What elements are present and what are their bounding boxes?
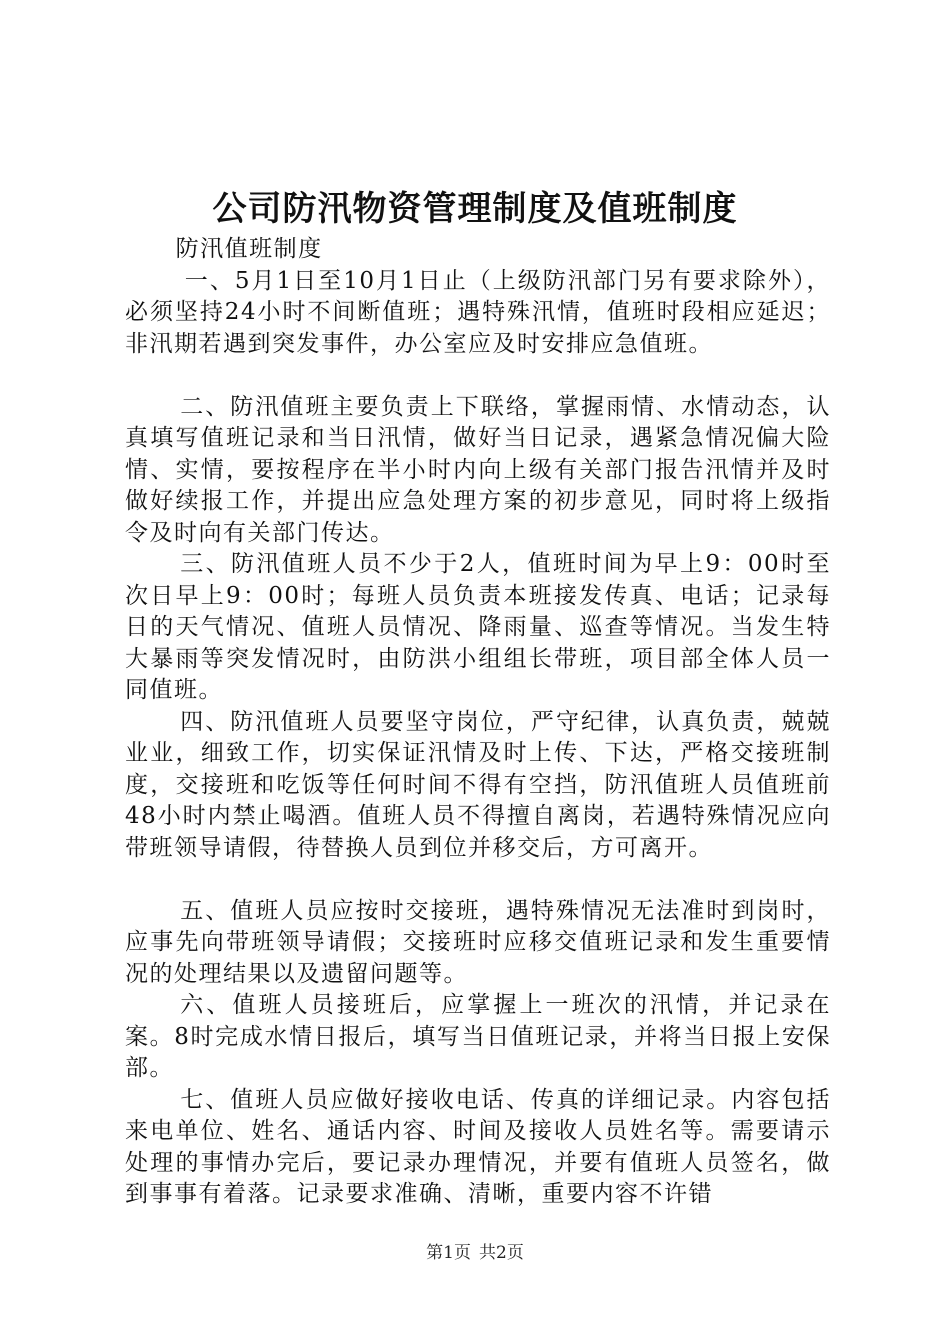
page-number: 第1页 — [426, 1243, 471, 1263]
paragraph-7: 七、值班人员应做好接收电话、传真的详细记录。内容包括来电单位、姓名、通话内容、时间及接收人员姓名等。需要请示处理的事情办完后，要记录办理情况，并要有值班人员签名，做到事事有着落。记录要求准确、清晰，重要内容不许错 — [125, 1086, 831, 1207]
page-total: 共2页 — [479, 1243, 524, 1263]
paragraph-gap — [125, 864, 831, 896]
paragraph-6: 六、值班人员接班后，应掌握上一班次的汛情，并记录在案。8时完成水情日报后，填写当日值班记录，并将当日报上安保部。 — [125, 992, 831, 1081]
paragraph-3: 三、防汛值班人员不少于2人，值班时间为早上9：00时至次日早上9：00时；每班人员负责本班接发传真、电话；记录每日的天气情况、值班人员情况、降雨量、巡查等情况。当发生特大暴雨等突发情况时，由防洪小组组长带班，项目部全体人员一同值班。 — [125, 551, 831, 703]
paragraph-gap — [125, 360, 831, 392]
paragraph-5: 五、值班人员应按时交接班，遇特殊情况无法准时到岗时，应事先向带班领导请假；交接班时应移交值班记录和发生重要情况的处理结果以及遗留问题等。 — [125, 897, 831, 987]
document-body — [125, 234, 831, 1211]
document-title: 公司防汛物资管理制度及值班制度 — [212, 189, 738, 229]
section-heading: 防汛值班制度 — [175, 236, 323, 262]
paragraph-4: 四、防汛值班人员要坚守岗位，严守纪律，认真负责，兢兢业业，细致工作，切实保证汛情及时上传、下达，严格交接班制度，交接班和吃饭等任何时间不得有空挡，防汛值班人员值班前48小时内禁止喝酒。值班人员不得擅自离岗，若遇特殊情况应向带班领导请假，待替换人员到位并移交后，方可离开。 — [125, 708, 831, 861]
paragraph-2: 二、防汛值班主要负责上下联络，掌握雨情、水情动态，认真填写值班记录和当日汛情，做好当日记录，遇紧急情况偏大险情、实情，要按程序在半小时内向上级有关部门报告汛情并及时做好续报工作，并提出应急处理方案的初步意见，同时将上级指令及时向有关部门传达。 — [125, 393, 831, 546]
page-footer — [0, 1242, 950, 1264]
paragraph-1: 一、5月1日至10月1日止（上级防汛部门另有要求除外），必须坚持24小时不间断值班；遇特殊汛情，值班时段相应延迟；非汛期若遇到突发事件，办公室应及时安排应急值班。 — [125, 267, 831, 357]
